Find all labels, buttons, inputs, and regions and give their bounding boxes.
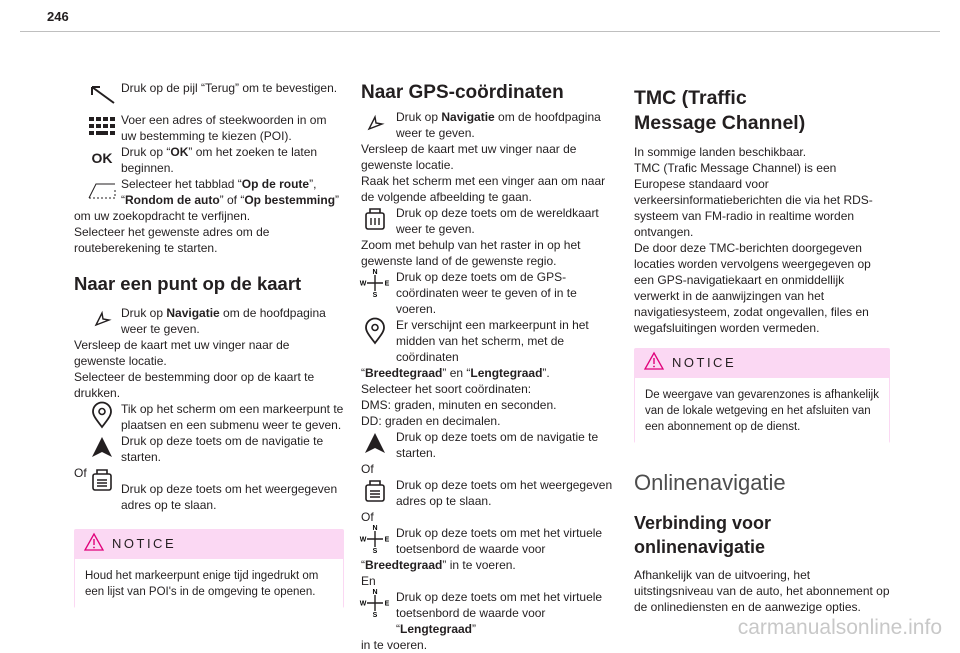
paragraph: Selecteer het gewenste adres om de routeberekening te starten. [74, 225, 270, 255]
paragraph: In sommige landen beschikbaar. [634, 145, 807, 159]
save-icon [88, 467, 116, 493]
item-text: Druk op “OK” om het zoeken te laten beginnen. [121, 145, 318, 175]
item-text: Druk op deze toets om met het virtuele toetsenbord de waarde voor [396, 526, 603, 556]
column-3 [634, 86, 890, 615]
paragraph: Versleep de kaart met uw vinger naar de gewenste locatie. [74, 338, 290, 368]
page-number: 246 [47, 9, 69, 24]
warning-icon [644, 352, 664, 374]
compass-east-label: E [384, 600, 390, 608]
item-text: Er verschijnt een markeerpunt in het midden van het scherm, met de coördinaten [396, 318, 589, 364]
compass-south-label: S [372, 612, 378, 619]
paragraph: om uw zoekopdracht te verfijnen. [74, 209, 251, 223]
paragraph: in te voeren. [361, 638, 428, 652]
paragraph: Of [74, 466, 87, 480]
map-marker-icon [361, 318, 389, 344]
route-tab-icon [88, 177, 116, 203]
navigation-icon [361, 110, 389, 136]
list-item [88, 144, 344, 176]
item-text: Druk op Navigatie om de hoofdpagina weer te geven. [396, 110, 601, 140]
paragraph: Selecteer het soort coördinaten: [361, 382, 532, 396]
notice-box [634, 348, 890, 443]
item-text: Selecteer het tabblad “Op de route”, “Rondom de auto” of “Op bestemming” [121, 177, 340, 207]
item-text: Druk op Navigatie om de hoofdpagina weer te geven. [121, 306, 326, 336]
notice-header [634, 348, 890, 378]
notice-text: De weergave van gevarenzones is afhankelijk van de lokale wetgeving en het afsluiten van een abonnement op de dienst. [635, 378, 889, 443]
paragraph: Of [361, 462, 374, 476]
item-text: Tik op het scherm om een markeerpunt te plaatsen en een submenu weer te geven. [121, 402, 344, 432]
item-text: Druk op de pijl “Terug” om te bevestigen. [121, 81, 338, 95]
paragraph: Versleep de kaart met uw vinger naar de gewenste locatie. [361, 142, 577, 172]
warning-icon [84, 533, 104, 555]
item-text: Druk op deze toets om het weergegeven adres op te slaan. [121, 482, 338, 512]
item-text: Druk op deze toets om de wereldkaart weer te geven. [396, 206, 599, 236]
keyboard-grid-icon [88, 113, 116, 139]
compass-south-label: S [372, 548, 378, 555]
save-icon [361, 478, 389, 504]
section-heading: Verbinding voor onlinenavigatie [634, 513, 772, 557]
paragraph: Raak het scherm met een vinger aan om naar de volgende afbeelding te gaan. [361, 174, 606, 204]
list-item [361, 269, 617, 317]
notice-box [74, 529, 344, 608]
paragraph: De door deze TMC-berichten doorgegeven locaties worden vervolgens weergegeven op een GPS-navigatiekaart en onmiddellijk verwerkt in de aanwijzingen van het navigatiesysteem, zodat ongevallen, files en wegafsluitingen worden vermeden. [634, 241, 871, 335]
list-item [88, 401, 344, 433]
compass-north-label: N [372, 525, 378, 532]
compass-east-label: E [384, 536, 390, 544]
compass-north-label: N [372, 589, 378, 596]
paragraph: Zoom met behulp van het raster in op het gewenste land of de gewenste regio. [361, 238, 581, 268]
compass-west-label: W [359, 280, 367, 288]
list-item [88, 176, 344, 208]
start-navigation-icon [361, 430, 389, 456]
ok-icon: OK [91, 150, 113, 166]
paragraph: DMS: graden, minuten en seconden. [361, 398, 557, 412]
notice-text: Houd het markeerpunt enige tijd ingedrukt om een lijst van POI's in de omgeving te openen. [75, 559, 343, 608]
column-1 [74, 80, 344, 609]
paragraph: Selecteer de bestemming door op de kaart te drukken. [74, 370, 315, 400]
compass-north-label: N [372, 269, 378, 276]
item-text: Druk op deze toets om de navigatie te starten. [121, 434, 324, 464]
list-item [361, 429, 617, 461]
list-item [361, 205, 617, 237]
paragraph: Of [361, 510, 374, 524]
list-item [88, 305, 344, 337]
list-item [361, 525, 617, 557]
paragraph: En [361, 574, 376, 588]
list-item [88, 433, 344, 465]
paragraph: “Breedtegraad” en “Lengtegraad”. [361, 366, 550, 380]
list-item [361, 109, 617, 141]
item-text: Druk op deze toets om met het virtuele toetsenbord de waarde voor “Lengtegraad” [396, 590, 603, 636]
paragraph: Afhankelijk van de uitvoering, het uitstingsniveau van de auto, het abonnement op de onlinediensten en de aanwezige opties. [634, 568, 890, 614]
section-heading: Naar een punt op de kaart [74, 273, 302, 294]
header-divider [20, 31, 940, 32]
item-text: Druk op deze toets om de navigatie te starten. [396, 430, 599, 460]
list-item [361, 477, 617, 509]
list-item [361, 589, 617, 637]
section-heading: Naar GPS-coördinaten [361, 82, 564, 103]
chapter-heading: Onlinenavigatie [634, 470, 786, 495]
world-map-icon [361, 206, 389, 232]
compass-icon [359, 589, 390, 619]
compass-east-label: E [384, 280, 390, 288]
watermark: carmanualsonline.info [737, 616, 942, 639]
list-item [88, 80, 344, 112]
list-item [88, 112, 344, 144]
compass-south-label: S [372, 292, 378, 299]
list-item [361, 317, 617, 365]
item-text: Druk op deze toets om het weergegeven adres op te slaan. [396, 478, 613, 508]
section-heading: TMC (Traffic Message Channel) [634, 87, 806, 134]
paragraph: “Breedtegraad” in te voeren. [361, 558, 516, 572]
back-arrow-icon [88, 81, 116, 107]
item-text: Voer een adres of steekwoorden in om uw bestemming te kiezen (POI). [121, 113, 327, 143]
navigation-icon [88, 306, 116, 332]
compass-icon [359, 525, 390, 555]
compass-icon [359, 269, 390, 299]
start-navigation-icon [88, 434, 116, 460]
map-marker-icon [88, 402, 116, 428]
compass-west-label: W [359, 536, 367, 544]
notice-title: NOTICE [112, 536, 177, 551]
notice-header [74, 529, 344, 559]
column-2 [361, 80, 617, 653]
item-text: Druk op deze toets om de GPS-coördinaten weer te geven of in te voeren. [396, 270, 577, 316]
paragraph: DD: graden en decimalen. [361, 414, 501, 428]
notice-title: NOTICE [672, 355, 737, 370]
list-item [88, 466, 344, 513]
paragraph: TMC (Trafic Message Channel) is een Europese standaard voor verkeersinformatieberichten die via het RDS-systeem van FM-radio in realtime worden ontvangen. [634, 161, 873, 239]
compass-west-label: W [359, 600, 367, 608]
